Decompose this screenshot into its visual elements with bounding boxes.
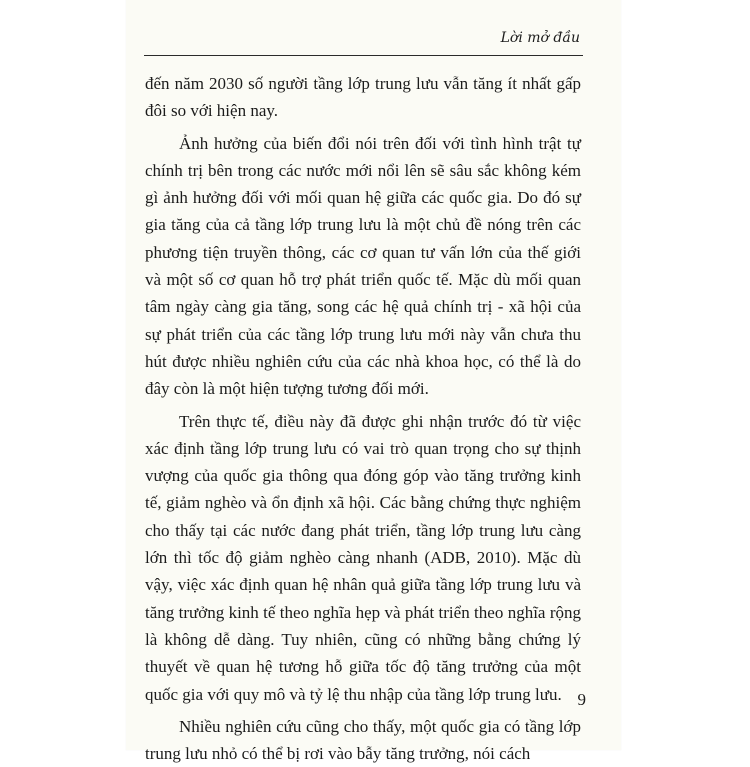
page-body [145, 70, 581, 767]
header-rule [144, 55, 583, 56]
running-head: Lời mở đầu [500, 30, 580, 46]
paragraph: Nhiều nghiên cứu cũng cho thấy, một quốc gia có tầng lớp trung lưu nhỏ có thể bị rơi vào bẫy tăng trưởng, nói cách [145, 716, 581, 764]
paragraph: Trên thực tế, điều này đã được ghi nhận trước đó từ việc xác định tầng lớp trung lưu có vai trò quan trọng cho sự thịnh vượng của quốc gia thông qua đóng góp vào tăng trưởng kinh tế, giảm nghèo và ổn định xã hội. Các bằng chứng thực nghiệm cho thấy tại các nước đang phát triển, tầng lớp trung lưu càng lớn thì tốc độ giảm nghèo càng nhanh (ADB, 2010). Mặc dù vậy, việc xác định quan hệ nhân quả giữa tầng lớp trung lưu và tăng trưởng kinh tế theo nghĩa hẹp và phát triển theo nghĩa rộng là không dễ dàng. Tuy nhiên, cũng có những bằng chứng lý thuyết về quan hệ tương hỗ giữa tốc độ tăng trưởng của một quốc gia với quy mô và tỷ lệ thu nhập của tầng lớp trung lưu. [145, 411, 581, 704]
paragraph: Ảnh hưởng của biến đổi nói trên đối với tình hình trật tự chính trị bên trong các nước mới nổi lên sẽ sâu sắc không kém gì ảnh hưởng đối với mối quan hệ giữa các quốc gia. Do đó sự gia tăng của cả tầng lớp trung lưu là một chủ đề nóng trên các phương tiện truyền thông, các cơ quan tư vấn lớn của thế giới và một số cơ quan hỗ trợ phát triển quốc tế. Mặc dù mối quan tâm ngày càng gia tăng, song các hệ quả chính trị - xã hội của sự phát triển của các tầng lớp trung lưu mới này vẫn chưa thu hút được nhiều nghiên cứu của các nhà khoa học, có thể là do đây còn là một hiện tượng tương đối mới. [145, 133, 581, 399]
page-number: 9 [577, 690, 586, 709]
paragraph-continued: đến năm 2030 số người tầng lớp trung lưu vẫn tăng ít nhất gấp đôi so với hiện nay. [145, 74, 581, 121]
